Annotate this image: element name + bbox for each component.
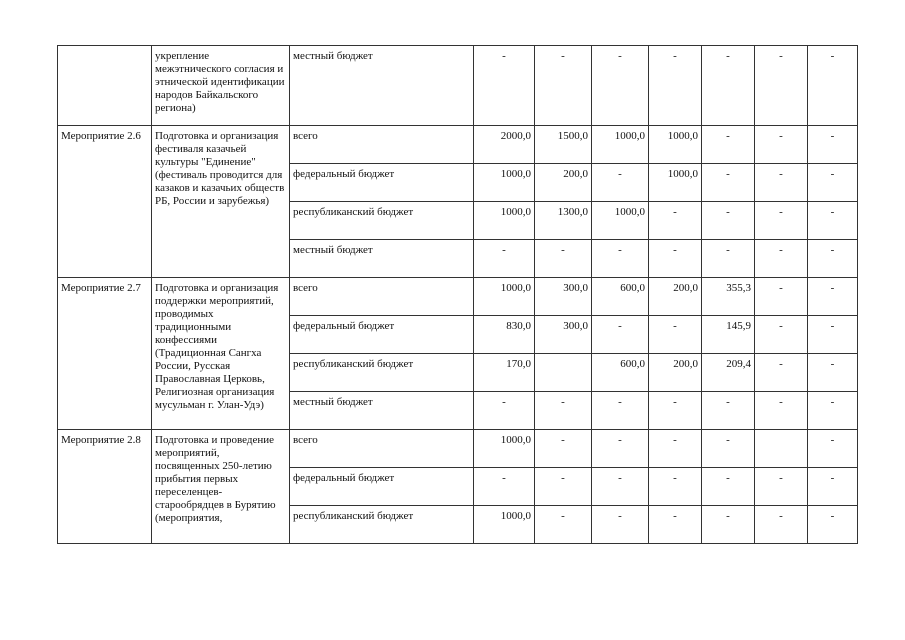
value-cell: - bbox=[592, 164, 649, 202]
funding-source-cell: федеральный бюджет bbox=[290, 164, 474, 202]
funding-source-cell: всего bbox=[290, 278, 474, 316]
value-cell: - bbox=[649, 202, 702, 240]
funding-source-cell: всего bbox=[290, 126, 474, 164]
value-cell: - bbox=[808, 278, 858, 316]
value-cell: 200,0 bbox=[649, 354, 702, 392]
value-cell: 1300,0 bbox=[535, 202, 592, 240]
value-cell: 830,0 bbox=[474, 316, 535, 354]
value-cell: - bbox=[702, 506, 755, 544]
value-cell: - bbox=[535, 240, 592, 278]
value-cell: - bbox=[649, 430, 702, 468]
value-cell: - bbox=[474, 240, 535, 278]
funding-source-cell: федеральный бюджет bbox=[290, 468, 474, 506]
value-cell: - bbox=[474, 46, 535, 126]
value-cell: 2000,0 bbox=[474, 126, 535, 164]
value-cell: - bbox=[755, 202, 808, 240]
value-cell: - bbox=[592, 392, 649, 430]
value-cell: - bbox=[755, 468, 808, 506]
event-name-cell: Подготовка и организация фестиваля казачьей культуры "Единение" (фестиваль проводится для казаков и казачьих обществ РБ, России и зарубежья) bbox=[152, 126, 290, 278]
budget-table bbox=[57, 45, 858, 544]
value-cell: 209,4 bbox=[702, 354, 755, 392]
event-id-cell: Мероприятие 2.6 bbox=[58, 126, 152, 278]
value-cell: - bbox=[649, 392, 702, 430]
value-cell: - bbox=[808, 430, 858, 468]
value-cell: - bbox=[808, 316, 858, 354]
value-cell: - bbox=[649, 240, 702, 278]
value-cell: - bbox=[702, 240, 755, 278]
value-cell: - bbox=[474, 468, 535, 506]
value-cell: 170,0 bbox=[474, 354, 535, 392]
value-cell: 1000,0 bbox=[649, 164, 702, 202]
value-cell: - bbox=[702, 392, 755, 430]
value-cell: 600,0 bbox=[592, 354, 649, 392]
value-cell: - bbox=[592, 430, 649, 468]
value-cell: - bbox=[702, 468, 755, 506]
value-cell: 1000,0 bbox=[474, 278, 535, 316]
value-cell: - bbox=[755, 506, 808, 544]
value-cell: 1000,0 bbox=[592, 202, 649, 240]
value-cell: - bbox=[535, 430, 592, 468]
value-cell: - bbox=[808, 240, 858, 278]
value-cell: 300,0 bbox=[535, 278, 592, 316]
value-cell: 1500,0 bbox=[535, 126, 592, 164]
value-cell: - bbox=[755, 316, 808, 354]
value-cell: - bbox=[755, 278, 808, 316]
value-cell: - bbox=[808, 392, 858, 430]
value-cell: 200,0 bbox=[535, 164, 592, 202]
value-cell: - bbox=[702, 430, 755, 468]
value-cell: - bbox=[808, 46, 858, 126]
event-name-cell: укрепление межэтнического согласия и этнической идентификации народов Байкальского региона) bbox=[152, 46, 290, 126]
value-cell: - bbox=[535, 392, 592, 430]
value-cell: - bbox=[649, 468, 702, 506]
value-cell: 1000,0 bbox=[592, 126, 649, 164]
value-cell: 145,9 bbox=[702, 316, 755, 354]
value-cell: 300,0 bbox=[535, 316, 592, 354]
value-cell: 1000,0 bbox=[474, 202, 535, 240]
funding-source-cell: местный бюджет bbox=[290, 240, 474, 278]
value-cell: - bbox=[592, 240, 649, 278]
value-cell: 1000,0 bbox=[649, 126, 702, 164]
value-cell: - bbox=[702, 202, 755, 240]
value-cell: - bbox=[808, 202, 858, 240]
value-cell: 1000,0 bbox=[474, 506, 535, 544]
value-cell: - bbox=[755, 240, 808, 278]
event-id-cell: Мероприятие 2.7 bbox=[58, 278, 152, 430]
value-cell: - bbox=[755, 164, 808, 202]
funding-source-cell: местный бюджет bbox=[290, 46, 474, 126]
value-cell: - bbox=[755, 46, 808, 126]
value-cell: 200,0 bbox=[649, 278, 702, 316]
value-cell: - bbox=[702, 164, 755, 202]
funding-source-cell: республиканский бюджет bbox=[290, 506, 474, 544]
value-cell: - bbox=[649, 46, 702, 126]
funding-source-cell: местный бюджет bbox=[290, 392, 474, 430]
value-cell: - bbox=[535, 46, 592, 126]
table-row bbox=[58, 46, 858, 126]
value-cell: - bbox=[535, 468, 592, 506]
funding-source-cell: республиканский бюджет bbox=[290, 354, 474, 392]
value-cell: - bbox=[755, 392, 808, 430]
value-cell: - bbox=[702, 126, 755, 164]
value-cell: - bbox=[474, 392, 535, 430]
value-cell: - bbox=[808, 164, 858, 202]
value-cell: - bbox=[755, 126, 808, 164]
value-cell: - bbox=[592, 316, 649, 354]
value-cell: - bbox=[592, 506, 649, 544]
value-cell: 1000,0 bbox=[474, 430, 535, 468]
value-cell: 600,0 bbox=[592, 278, 649, 316]
value-cell: - bbox=[755, 354, 808, 392]
value-cell: - bbox=[592, 468, 649, 506]
event-id-cell: Мероприятие 2.8 bbox=[58, 430, 152, 544]
value-cell: 355,3 bbox=[702, 278, 755, 316]
event-name-cell: Подготовка и проведение мероприятий, посвященных 250-летию прибытия первых переселенцев-старообрядцев в Бурятию (мероприятия, bbox=[152, 430, 290, 544]
event-id-cell bbox=[58, 46, 152, 126]
event-name-cell: Подготовка и организация поддержки мероприятий, проводимых традиционными конфессиями (Традиционная Сангха России, Русская Православная Церковь, Религиозная организация мусульман г. Улан-Удэ) bbox=[152, 278, 290, 430]
value-cell: - bbox=[808, 126, 858, 164]
value-cell: - bbox=[808, 468, 858, 506]
value-cell: - bbox=[808, 506, 858, 544]
value-cell bbox=[755, 430, 808, 468]
value-cell: - bbox=[535, 506, 592, 544]
value-cell: - bbox=[649, 316, 702, 354]
value-cell: - bbox=[702, 46, 755, 126]
value-cell: 1000,0 bbox=[474, 164, 535, 202]
value-cell bbox=[535, 354, 592, 392]
table-row bbox=[58, 430, 858, 468]
value-cell: - bbox=[592, 46, 649, 126]
table-row bbox=[58, 278, 858, 316]
value-cell: - bbox=[808, 354, 858, 392]
value-cell: - bbox=[649, 506, 702, 544]
funding-source-cell: федеральный бюджет bbox=[290, 316, 474, 354]
funding-source-cell: всего bbox=[290, 430, 474, 468]
table-row bbox=[58, 126, 858, 164]
funding-source-cell: республиканский бюджет bbox=[290, 202, 474, 240]
